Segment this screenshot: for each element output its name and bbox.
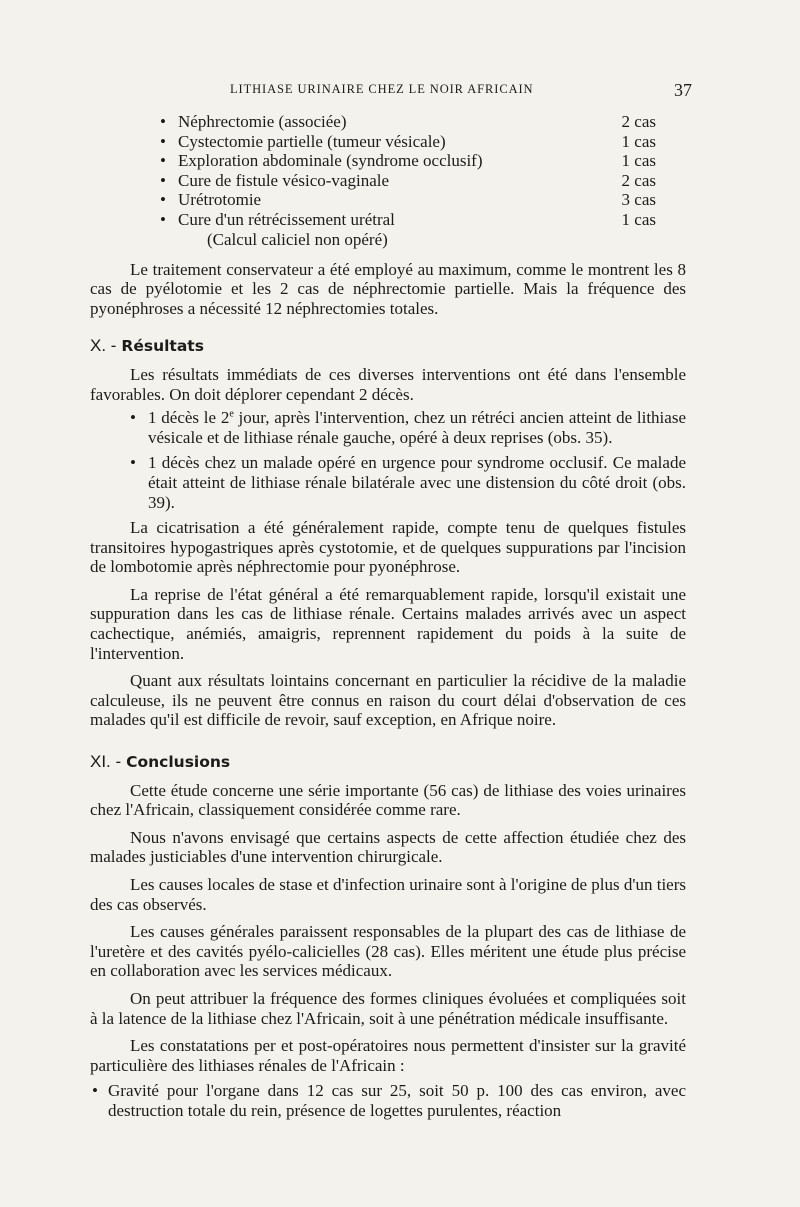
paragraph-results-intro: Les résultats immédiats de ces diverses interventions ont été dans l'ensemble favorables. On doit déplorer cependant 2 décès. [90, 364, 686, 404]
list-item [90, 151, 686, 171]
paragraph-reprise: La reprise de l'état général a été remarquablement rapide, lorsqu'il existait une suppuration dans les cas de lithiase rénale. Certains malades arrivés avec un aspect cachectique, anémiés, amaigris, reprennent rapidement du poids à la suite de l'intervention. [90, 584, 686, 663]
list-item [90, 132, 686, 152]
death-text: 1 décès le 2 [148, 408, 230, 428]
section-number: XI. - [90, 752, 122, 772]
operation-label: Néphrectomie (associée) [178, 112, 347, 131]
paragraph-conclusion-5: On peut attribuer la fréquence des formes cliniques évoluées et compliquées soit à la latence de la lithiase chez l'Africain, soit à une pénétration médicale insuffisante. [90, 988, 686, 1028]
operation-count: 2 cas [621, 112, 656, 131]
operation-count: 1 cas [621, 209, 656, 229]
operation-count: 1 cas [621, 151, 656, 171]
section-title: Résultats [121, 337, 204, 356]
paragraph-treatment: Le traitement conservateur a été employé au maximum, comme le montrent les 8 cas de pyélotomie et les 2 cas de néphrectomie partielle. Mais la fréquence des pyonéphroses a nécessité 12 néphrectomies totales. [90, 259, 686, 318]
page-number: 37 [674, 80, 692, 100]
list-item [90, 171, 686, 191]
section-title: Conclusions [126, 753, 231, 772]
operation-count: 1 cas [621, 131, 656, 151]
running-title: LITHIASE URINAIRE CHEZ LE NOIR AFRICAIN [230, 82, 534, 96]
superscript: e [229, 408, 234, 420]
list-item [90, 210, 686, 230]
operations-note: (Calcul caliciel non opéré) [207, 229, 388, 249]
list-item: • 1 décès chez un malade opéré en urgence pour syndrome occlusif. Ce malade était atteint de lithiase rénale bilatérale avec une distension du côté droit (obs. 39). [90, 453, 686, 512]
section-number: X. - [90, 336, 117, 356]
operation-label: Cure d'un rétrécissement urétral [178, 209, 395, 229]
paragraph-conclusion-3: Les causes locales de stase et d'infection urinaire sont à l'origine de plus d'un tiers des cas observés. [90, 875, 686, 914]
page-header [90, 80, 696, 102]
paragraph-cicatrisation: La cicatrisation a été généralement rapide, compte tenu de quelques fistules transitoires hypogastriques après cystotomie, et de quelques suppurations par l'incision de lombotomie après néphrectomie pour pyonéphrose. [90, 518, 686, 577]
deaths-list [90, 408, 686, 512]
section-heading-resultats [90, 336, 686, 357]
list-item [90, 112, 686, 132]
list-item: • Gravité pour l'organe dans 12 cas sur 25, soit 50 p. 100 des cas environ, avec destruction totale du rein, présence de logettes purulentes, réaction [90, 1081, 686, 1120]
operation-label: Cure de fistule vésico-vaginale [178, 170, 390, 190]
section-heading-conclusions [90, 752, 686, 773]
death-text-cont: jour, après l'intervention, chez un rétréci ancien atteint de lithiase vésicale et de lithiase rénale gauche, opéré à deux reprises (obs. 35). [148, 408, 686, 447]
gravity-list [90, 1081, 686, 1120]
operations-list [90, 112, 686, 230]
list-item [90, 408, 686, 447]
paragraph-conclusion-4: Les causes générales paraissent responsables de la plupart des cas de lithiase de l'uretère et des cavités pyélo-calicielles (28 cas). Elles méritent une étude plus précise en collaboration avec les services médicaux. [90, 922, 686, 981]
operation-label: Exploration abdominale (syndrome occlusif) [178, 151, 483, 171]
operation-label: Urétrotomie [178, 190, 262, 210]
paragraph-conclusion-6: Les constatations per et post-opératoires nous permettent d'insister sur la gravité particulière des lithiases rénales de l'Africain : [90, 1036, 686, 1075]
operation-label: Cystectomie partielle (tumeur vésicale) [178, 131, 446, 151]
paragraph-lointains: Quant aux résultats lointains concernant en particulier la récidive de la maladie calculeuse, ils ne peuvent être connus en raison du court délai d'observation de ces malades qu'il est difficile de revoir, sauf exception, en Afrique noire. [90, 671, 686, 730]
operation-count: 2 cas [621, 170, 656, 190]
paragraph-conclusion-1: Cette étude concerne une série importante (56 cas) de lithiase des voies urinaires chez l'Africain, classiquement considérée comme rare. [90, 780, 686, 820]
page-body [90, 112, 686, 1127]
paragraph-conclusion-2: Nous n'avons envisagé que certains aspects de cette affection étudiée chez des malades justiciables d'une intervention chirurgicale. [90, 827, 686, 867]
list-item [90, 190, 686, 210]
operation-count: 3 cas [621, 190, 656, 210]
